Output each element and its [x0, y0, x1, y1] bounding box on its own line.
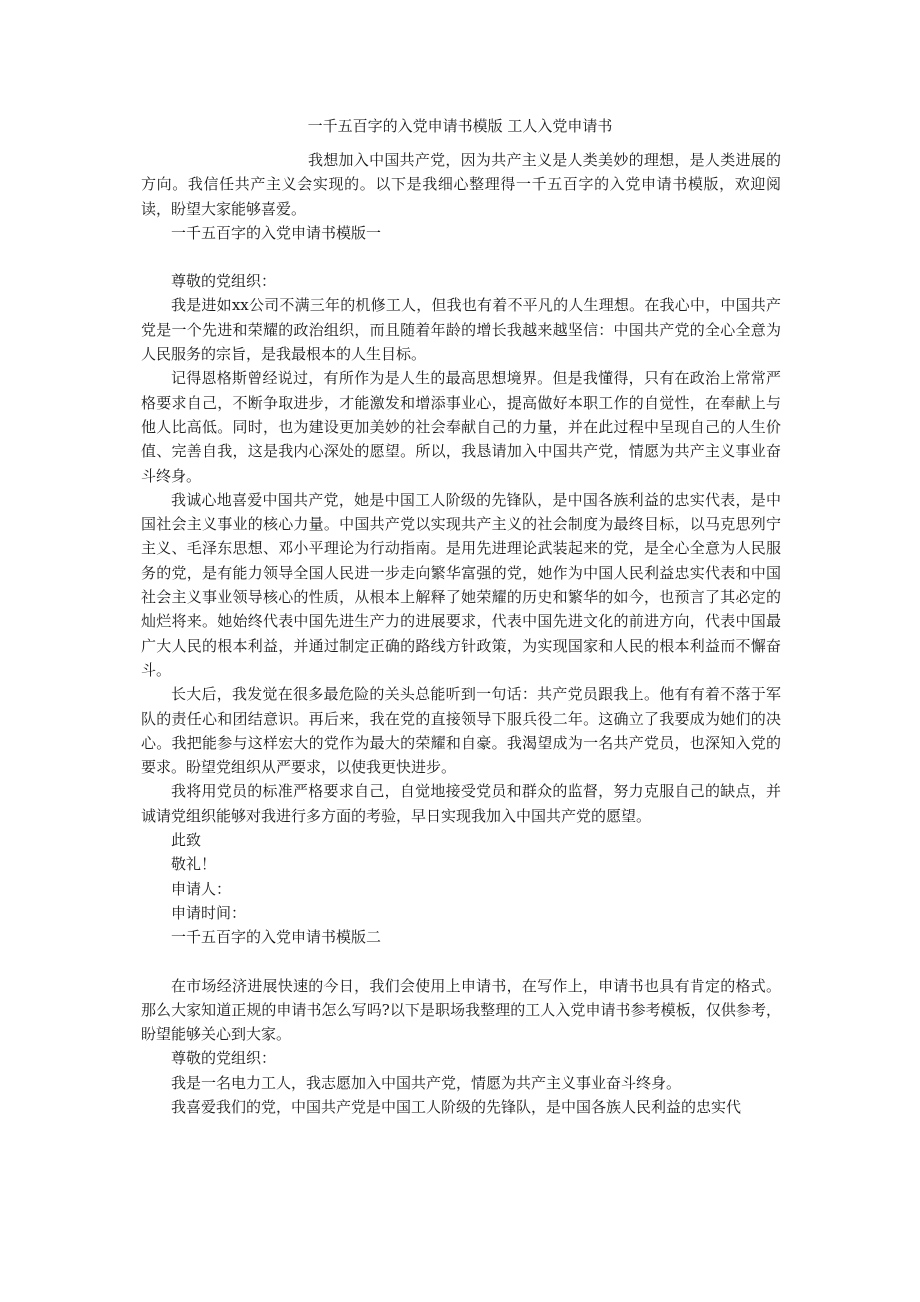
intro-paragraph: 我想加入中国共产党，因为共产主义是人类美妙的理想，是人类进展的方向。我信任共产主义会实现的。以下是我细心整理得一千五百字的入党申请书模版，欢迎阅读，盼望大家能够喜爱。 [141, 151, 781, 218]
document-title: 一千五百字的入党申请书模版 工人入党申请书 [307, 117, 613, 135]
applicant-line: 申请人： [171, 879, 232, 898]
closing-line: 此致 [171, 831, 202, 850]
section-2-intro: 在市场经济进展快速的今日，我们会使用上申请书，在写作上，申请书也具有肯定的格式。那么大家知道正规的申请书怎么写吗?以下是职场我整理的工人入党申请书参考模板，仅供参考，盼望能够关心到大家。 [141, 976, 781, 1044]
section-2-paragraph: 我是一名电力工人，我志愿加入中国共产党，情愿为共产主义事业奋斗终身。 [171, 1073, 682, 1092]
section-1-paragraph: 我是进如xx公司不满三年的机修工人，但我也有着不平凡的人生理想。在我心中，中国共产党是一个先进和荣耀的政治组织，而且随着年龄的增长我越来越坚信：中国共产党的全心全意为人民服务的宗旨，是我最根本的人生目标。 [141, 296, 781, 364]
date-line: 申请时间： [171, 903, 247, 922]
section-1-heading: 一千五百字的入党申请书模版一 [171, 223, 382, 242]
section-2-paragraph: 我喜爱我们的党，中国共产党是中国工人阶级的先锋队，是中国各族人民利益的忠实代 [171, 1097, 742, 1116]
document-body [141, 148, 781, 1119]
section-1-salutation: 尊敬的党组织： [171, 272, 277, 291]
spacer [141, 245, 781, 269]
spacer [141, 950, 781, 974]
regards-line: 敬礼！ [171, 855, 217, 874]
section-2-salutation: 尊敬的党组织： [171, 1049, 277, 1068]
section-1-paragraph: 记得恩格斯曾经说过，有所作为是人生的最高思想境界。但是我懂得，只有在政治上常常严格要求自己，不断争取进步，才能激发和增添事业心，提高做好本职工作的自觉性，在奉献上与他人比高低。同时，也为建设更加美妙的社会奉献自己的力量，并在此过程中呈现自己的人生价值、完善自我，这是我内心深处的愿望。所以，我恳请加入中国共产党，情愿为共产主义事业奋斗终身。 [141, 369, 781, 485]
section-2-heading: 一千五百字的入党申请书模版二 [171, 928, 382, 947]
section-1-paragraph: 我将用党员的标准严格要求自己，自觉地接受党员和群众的监督，努力克服自己的缺点，并诚请党组织能够对我进行多方面的考验，早日实现我加入中国共产党的愿望。 [141, 782, 781, 825]
section-1-paragraph: 长大后，我发觉在很多最危险的关头总能听到一句话：共产党员跟我上。他有有着不落于军队的责任心和团结意识。再后来，我在党的直接领导下服兵役二年。这确立了我要成为她们的决心。我把能参与这样宏大的党作为最大的荣耀和自豪。我渴望成为一名共产党员，也深知入党的要求。盼望党组织从严要求，以使我更快进步。 [141, 685, 781, 777]
section-1-paragraph: 我诚心地喜爱中国共产党，她是中国工人阶级的先锋队，是中国各族利益的忠实代表，是中国社会主义事业的核心力量。中国共产党以实现共产主义的社会制度为最终目标，以马克思列宁主义、毛泽东思想、邓小平理论为行动指南。是用先进理论武装起来的党，是全心全意为人民服务的党，是有能力领导全国人民进一步走向繁华富强的党，她作为中国人民利益忠实代表和中国社会主义事业领导核心的性质，从根本上解释了她荣耀的历史和繁华的如今，也预言了其必定的灿烂将来。她始终代表中国先进生产力的进展要求，代表中国先进文化的前进方向，代表中国最广大人民的根本利益，并通过制定正确的路线方针政策，为实现国家和人民的根本利益而不懈奋斗。 [141, 490, 781, 679]
